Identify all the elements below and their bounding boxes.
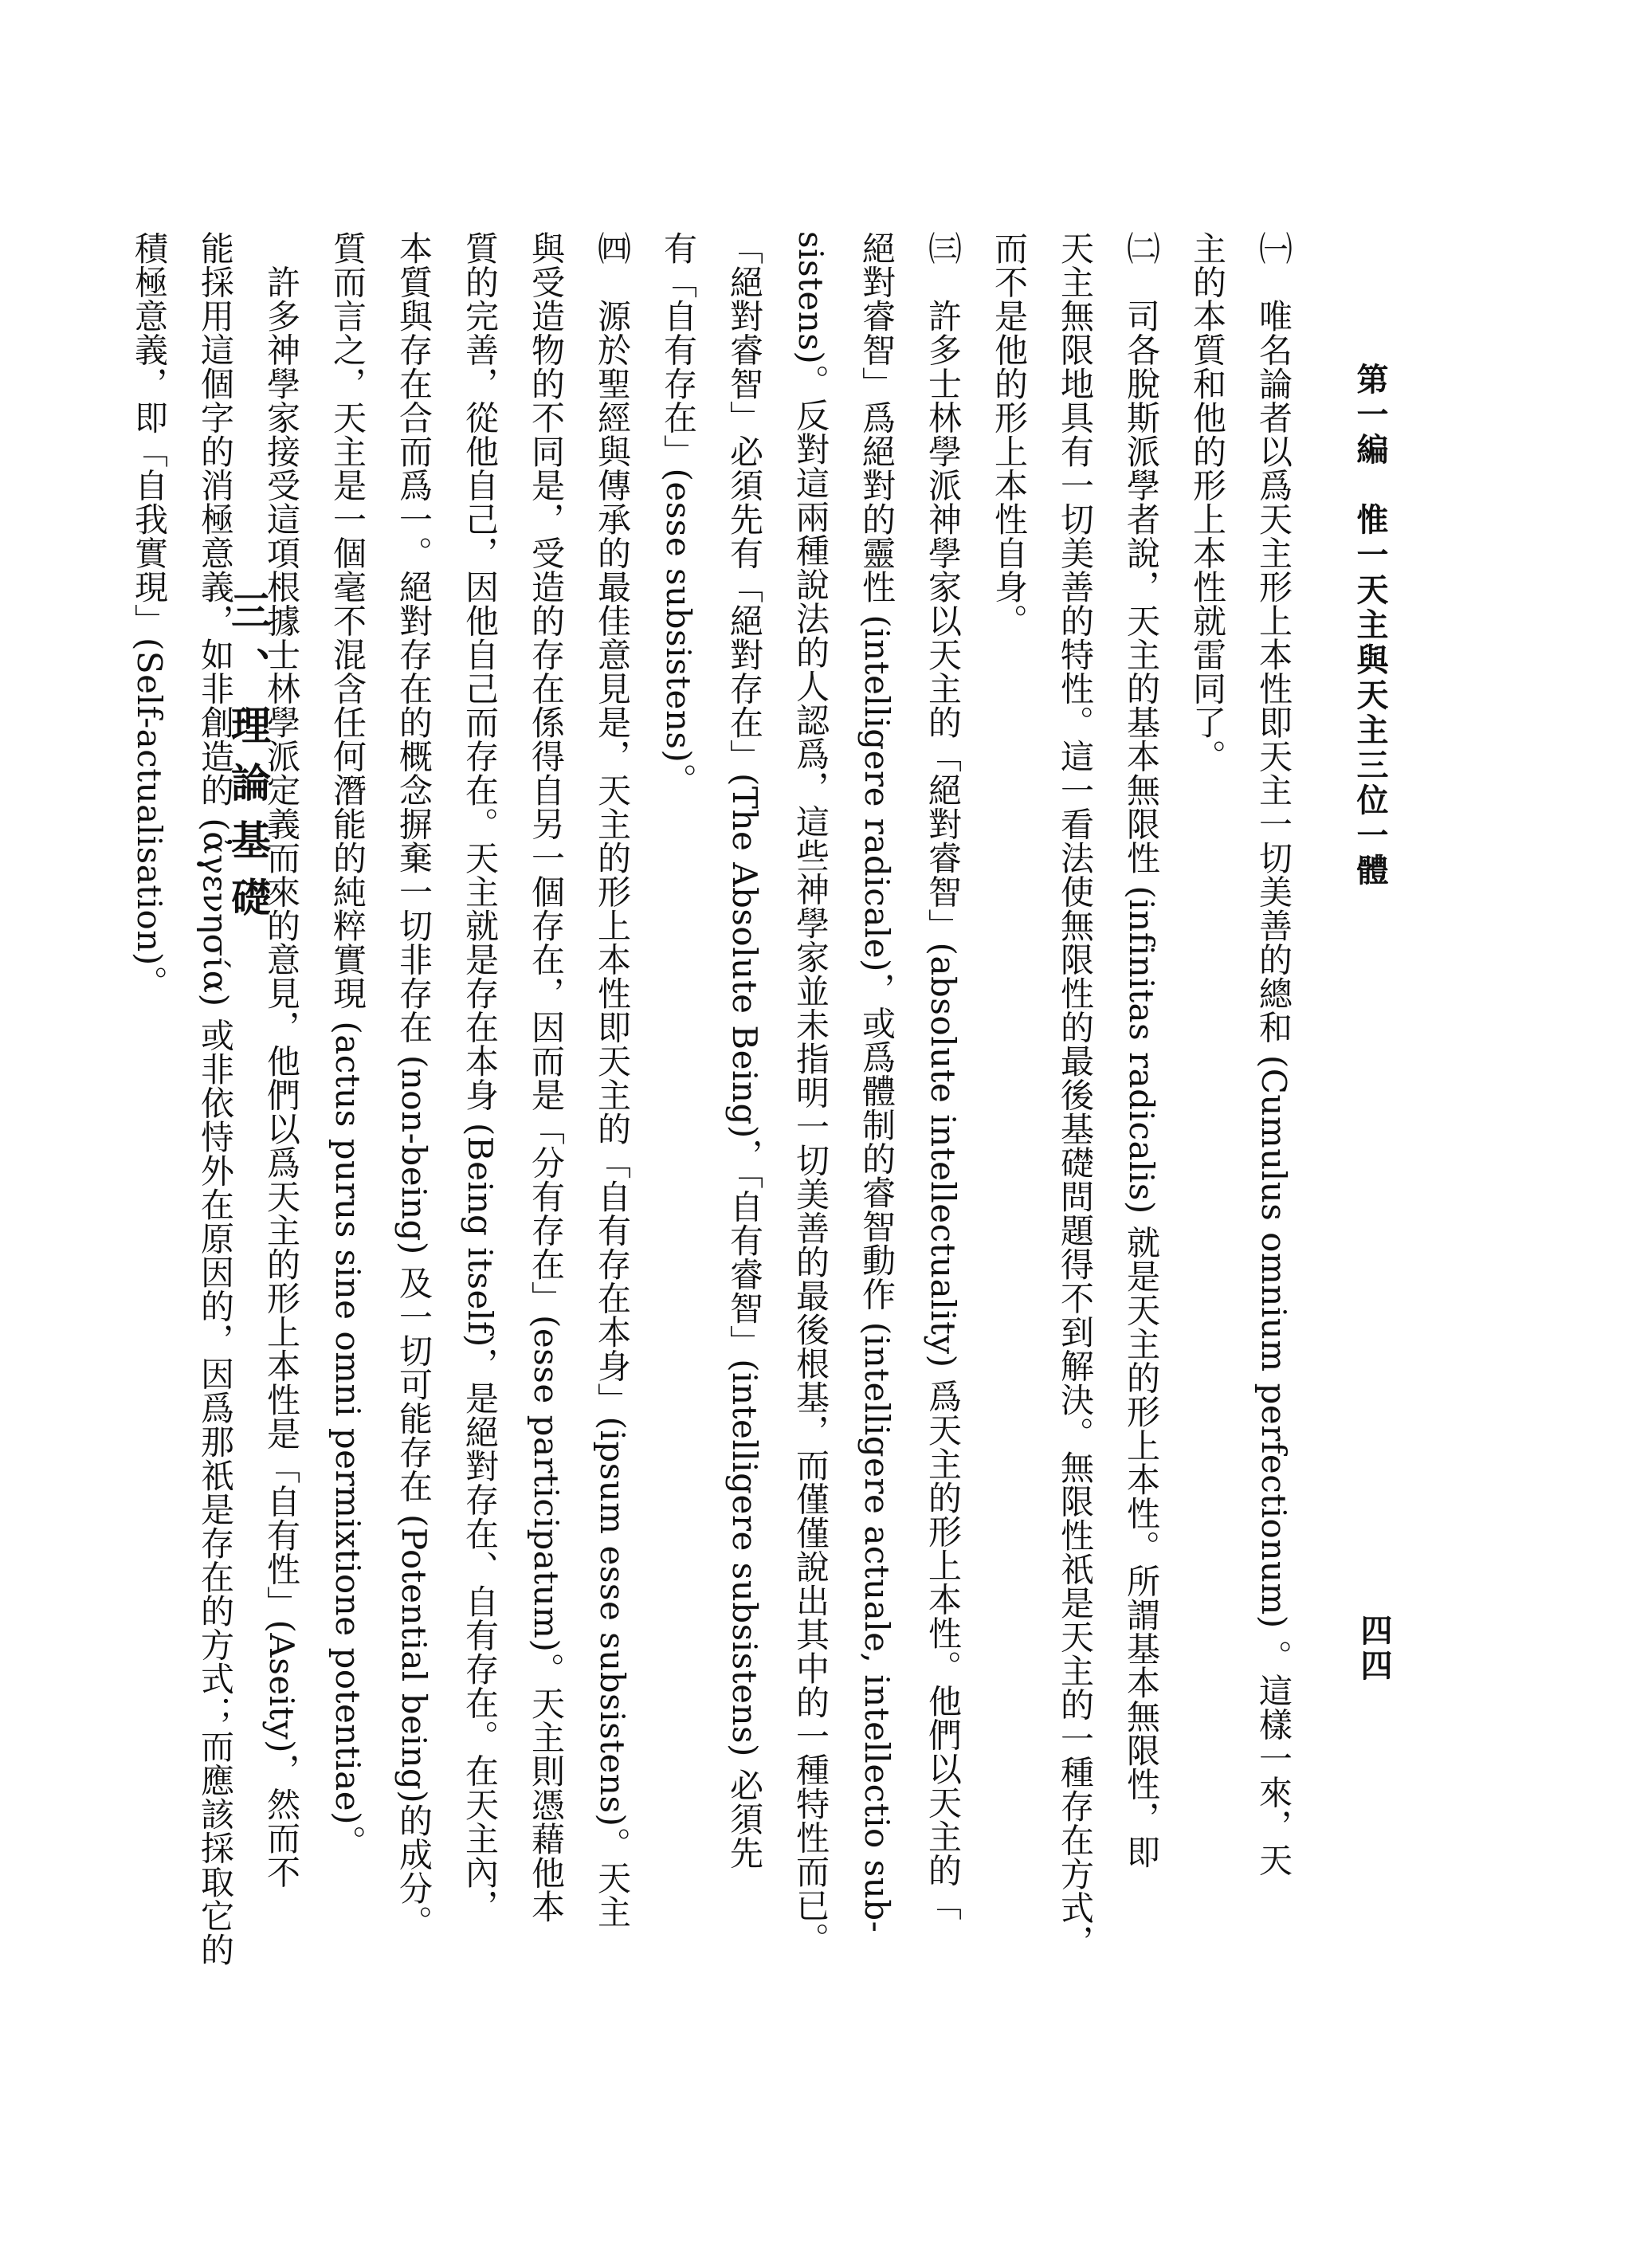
text-line: 主的本質和他的形上本性就雷同了。 [1188,231,1227,773]
text-line: ㈡ 司各脫斯派學者說，天主的基本無限性 (infinitas radicalis) 就是天主的形上本性。所謂基本無限性，即 [1122,231,1161,1870]
text-line: 積極意義，即「自我實現」(Self-actualisation)。 [130,231,169,1000]
text-line: 本質與存在合而爲一。絕對存在的概念摒棄一切非存在 (non-being) 及一切可能存在 (Potential being)的成分。 [394,231,434,1940]
text-line: ㈢ 許多士林學派神學家以天主的「絕對睿智」(absolute intellectuality) 爲天主的形上本性。他們以天主的「 [924,231,963,1921]
text-line: 能採用這個字的消極意義，如非創造的 (ἀγενησία) 或非依恃外在原因的，因爲那祇是存在的方式；而應該採取它的 [196,231,235,1967]
text-line: 絕對睿智」爲絕對的靈性 (intelligere radicale)，或爲體制的睿智動作 (intelligere actuale, intellectio sub- [857,231,896,1933]
text-line: 與受造物的不同是，受造的存在係得自另一個存在，因而是「分有存在」(esse participatum)。天主則憑藉他本 [527,231,566,1924]
running-header: 第一編 惟一天主與天主三位一體 [1352,363,1389,889]
text-line: ㈠ 唯名論者以爲天主形上本性即天主一切美善的總和 (Cumulus omnium perfectionum) 。這樣一來，天 [1254,231,1293,1878]
text-line: 天主無限地具有一切美善的特性。這一看法使無限性的最後基礎問題得不到解決。無限性祇是天主的一種存在方式， [1056,231,1095,1959]
page-number: 四四 [1355,1614,1393,1684]
text-line: 有「自有存在」(esse subsistens)。 [659,231,698,797]
text-line: 「絕對睿智」必須先有「絕對存在」(The Absolute Being)，「自有睿智」(intelligere subsistens) 必須先 [725,231,764,1870]
text-line: ㈣ 源於聖經與傳承的最佳意見是，天主的形上本性即天主的「自有存在本身」(ipsum esse subsistens)。天主 [593,231,632,1929]
section-heading: 三、理論基礎 [225,590,272,934]
text-line: sistens)。反對這兩種說法的人認爲，這些神學家並未指明一切美善的最後根基，而僅僅說出其中的一種特性而已。 [791,231,830,1956]
text-line: 許多神學家接受這項根據士林學派定義而來的意見，他們以爲天主的形上本性是「自有性」(Aseity)，然而不 [262,231,301,1889]
text-line: 質而言之，天主是一個毫不混含任何潛能的純粹實現 (actus purus sine omni permixtione potentiae)。 [328,231,367,1859]
text-line: 而不是他的形上本性自身。 [990,231,1029,638]
text-line: 質的完善，從他自己，因他自己而存在。天主就是存在本身 (Being itself)，是絕對存在、自有存在。在天主內， [461,231,500,1924]
